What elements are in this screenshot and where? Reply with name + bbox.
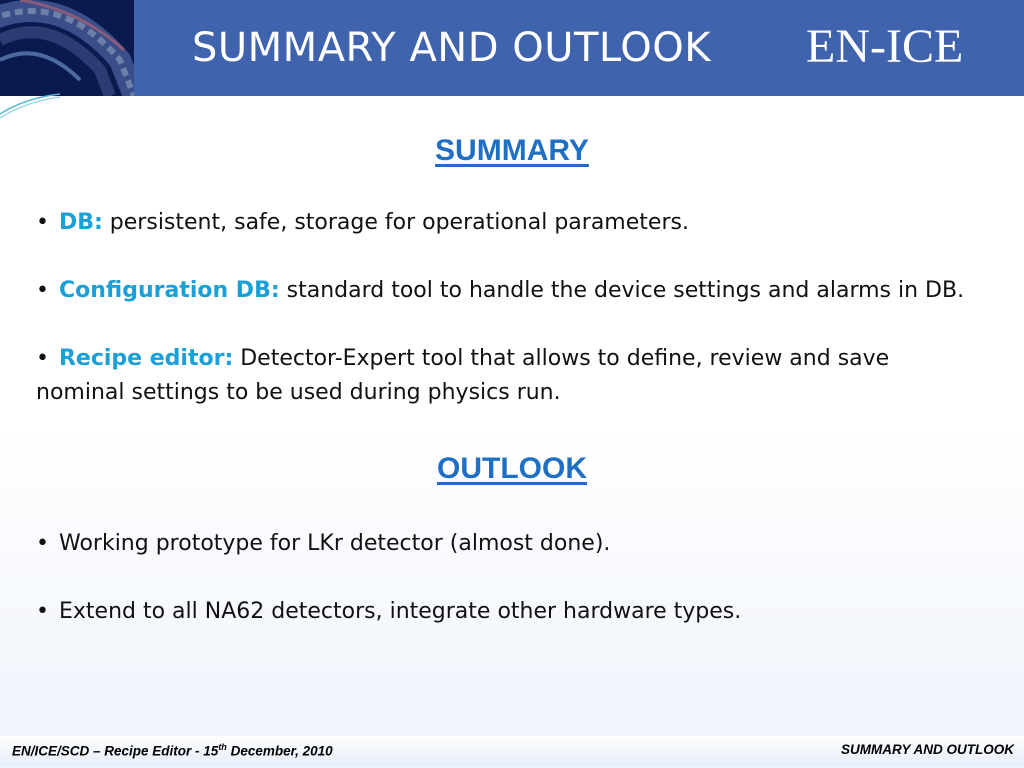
outlook-heading: OUTLOOK [437,452,587,485]
bullet-text: Detector-Expert tool that allows to define, review and save nominal settings to be used during physics run. [36,346,890,405]
bullet-keyword: DB: [58,210,103,235]
summary-bullet-configuration-db [36,274,996,308]
bullet-glyph: • [36,531,49,556]
summary-heading: SUMMARY [435,134,589,167]
summary-bullet-recipe-editor [36,342,916,410]
footer-prefix: EN/ICE/SCD – Recipe Editor - 15 [12,743,219,759]
footer-presentation-info [12,742,333,759]
accelerator-ring-logo [0,0,134,96]
title-bar [0,0,1024,96]
bullet-keyword: Configuration DB: [58,278,280,303]
bullet-glyph: • [36,278,49,303]
bullet-text: standard tool to handle the device settings and alarms in DB. [279,278,965,303]
bullet-text: persistent, safe, storage for operational parameters. [102,210,689,235]
footer-superscript: th [218,742,227,752]
bullet-keyword: Recipe editor: [58,346,234,371]
decorative-swoosh [0,92,60,122]
bullet-glyph: • [36,346,49,371]
outlook-bullet-extend [36,595,996,629]
bullet-glyph: • [36,599,49,624]
bullet-text: Working prototype for LKr detector (almost done). [58,531,611,556]
brand-logo-text: EN-ICE [806,20,964,73]
outlook-bullet-prototype [36,527,996,561]
bullet-glyph: • [36,210,49,235]
bullet-text: Extend to all NA62 detectors, integrate other hardware types. [58,599,742,624]
summary-bullet-db [36,206,996,240]
footer-suffix: December, 2010 [226,743,333,759]
slide-title: SUMMARY AND OUTLOOK [192,25,711,71]
footer-section-title: SUMMARY AND OUTLOOK [840,742,1014,757]
